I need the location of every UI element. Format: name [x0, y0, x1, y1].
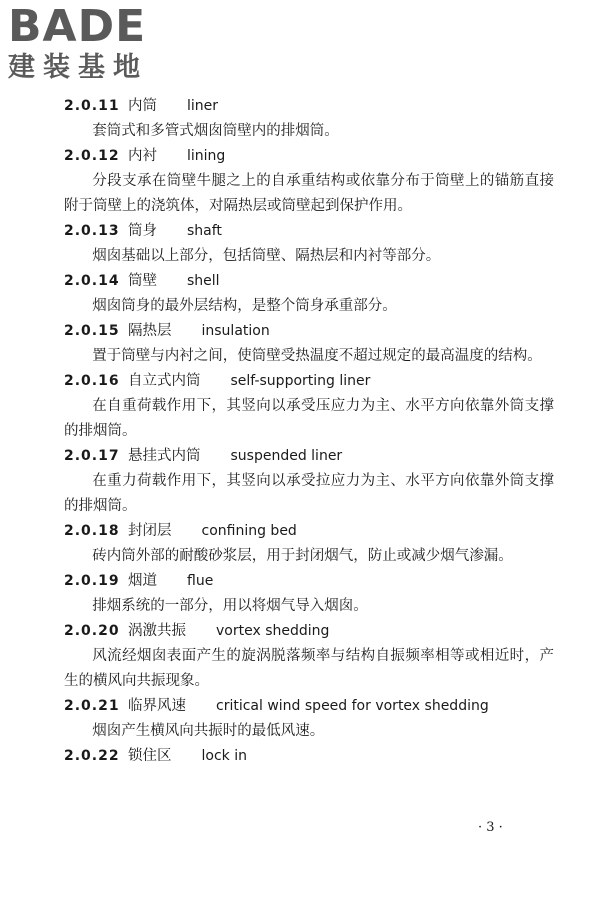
term-heading	[64, 369, 554, 394]
term-number: 2.0.11	[64, 98, 120, 114]
term-chinese: 内衬	[128, 148, 157, 164]
term-english: shaft	[187, 223, 222, 239]
term-number: 2.0.22	[64, 748, 120, 764]
term-entry	[64, 444, 554, 519]
term-number: 2.0.19	[64, 573, 120, 589]
term-entry	[64, 619, 554, 694]
term-heading	[64, 569, 554, 594]
term-number: 2.0.20	[64, 623, 120, 639]
term-english: lining	[187, 148, 226, 164]
term-definition: 在重力荷载作用下，其竖向以承受拉应力为主、水平方向依靠外筒支撑的排烟筒。	[64, 473, 554, 514]
term-chinese: 悬挂式内筒	[128, 448, 201, 464]
term-english: insulation	[201, 323, 270, 339]
term-definition: 风流经烟囱表面产生的旋涡脱落频率与结构自振频率相等或相近时，产生的横风向共振现象。	[64, 648, 554, 689]
term-english: self-supporting liner	[230, 373, 371, 389]
term-entry	[64, 144, 554, 219]
term-chinese: 烟道	[128, 573, 157, 589]
term-definition: 套筒式和多管式烟囱筒壁内的排烟筒。	[92, 123, 339, 139]
term-heading	[64, 694, 554, 719]
term-english: shell	[187, 273, 220, 289]
term-heading	[64, 94, 554, 119]
term-definition: 排烟系统的一部分，用以将烟气导入烟囱。	[92, 598, 368, 614]
page-number: · 3 ·	[478, 820, 503, 835]
term-entry	[64, 519, 554, 569]
term-number: 2.0.13	[64, 223, 120, 239]
term-chinese: 筒壁	[128, 273, 157, 289]
term-number: 2.0.21	[64, 698, 120, 714]
term-english: critical wind speed for vortex shedding	[216, 698, 489, 714]
term-entry	[64, 319, 554, 369]
term-heading	[64, 219, 554, 244]
term-definition: 在自重荷载作用下，其竖向以承受压应力为主、水平方向依靠外筒支撑的排烟筒。	[64, 398, 554, 439]
term-chinese: 筒身	[128, 223, 157, 239]
term-number: 2.0.16	[64, 373, 120, 389]
term-chinese: 临界风速	[128, 698, 186, 714]
term-chinese: 隔热层	[128, 323, 172, 339]
term-chinese: 封闭层	[128, 523, 172, 539]
term-entry	[64, 269, 554, 319]
term-english: liner	[187, 98, 219, 114]
term-english: flue	[187, 573, 214, 589]
term-heading	[64, 269, 554, 294]
term-heading	[64, 619, 554, 644]
term-number: 2.0.18	[64, 523, 120, 539]
term-entry	[64, 219, 554, 269]
term-english: confining bed	[201, 523, 297, 539]
term-definition: 烟囱产生横风向共振时的最低风速。	[92, 723, 325, 739]
term-entry	[64, 569, 554, 619]
term-heading	[64, 144, 554, 169]
term-definition: 烟囱筒身的最外层结构，是整个筒身承重部分。	[92, 298, 397, 314]
term-english: suspended liner	[230, 448, 343, 464]
logo-wordmark: BADE	[8, 1, 147, 52]
term-chinese: 自立式内筒	[128, 373, 201, 389]
term-definition: 烟囱基础以上部分，包括筒壁、隔热层和内衬等部分。	[92, 248, 441, 264]
term-entry	[64, 744, 554, 769]
brand-logo	[8, 1, 178, 88]
term-number: 2.0.15	[64, 323, 120, 339]
term-english: lock in	[201, 748, 247, 764]
term-entry	[64, 94, 554, 144]
term-heading	[64, 319, 554, 344]
term-number: 2.0.17	[64, 448, 120, 464]
term-definition: 置于筒壁与内衬之间，使筒壁受热温度不超过规定的最高温度的结构。	[92, 348, 542, 364]
terms-list	[64, 94, 554, 769]
term-definition: 砖内筒外部的耐酸砂浆层，用于封闭烟气，防止或减少烟气渗漏。	[92, 548, 513, 564]
term-heading	[64, 744, 554, 769]
term-number: 2.0.12	[64, 148, 120, 164]
term-english: vortex shedding	[216, 623, 330, 639]
term-chinese: 内筒	[128, 98, 157, 114]
term-entry	[64, 369, 554, 444]
term-heading	[64, 519, 554, 544]
term-definition: 分段支承在筒壁牛腿之上的自承重结构或依靠分布于筒壁上的锚筋直接附于筒壁上的浇筑体，对隔热层或筒壁起到保护作用。	[64, 173, 554, 214]
term-chinese: 锁住区	[128, 748, 172, 764]
term-entry	[64, 694, 554, 744]
logo-chinese-text: 建装基地	[8, 52, 148, 83]
term-heading	[64, 444, 554, 469]
term-chinese: 涡激共振	[128, 623, 186, 639]
term-number: 2.0.14	[64, 273, 120, 289]
